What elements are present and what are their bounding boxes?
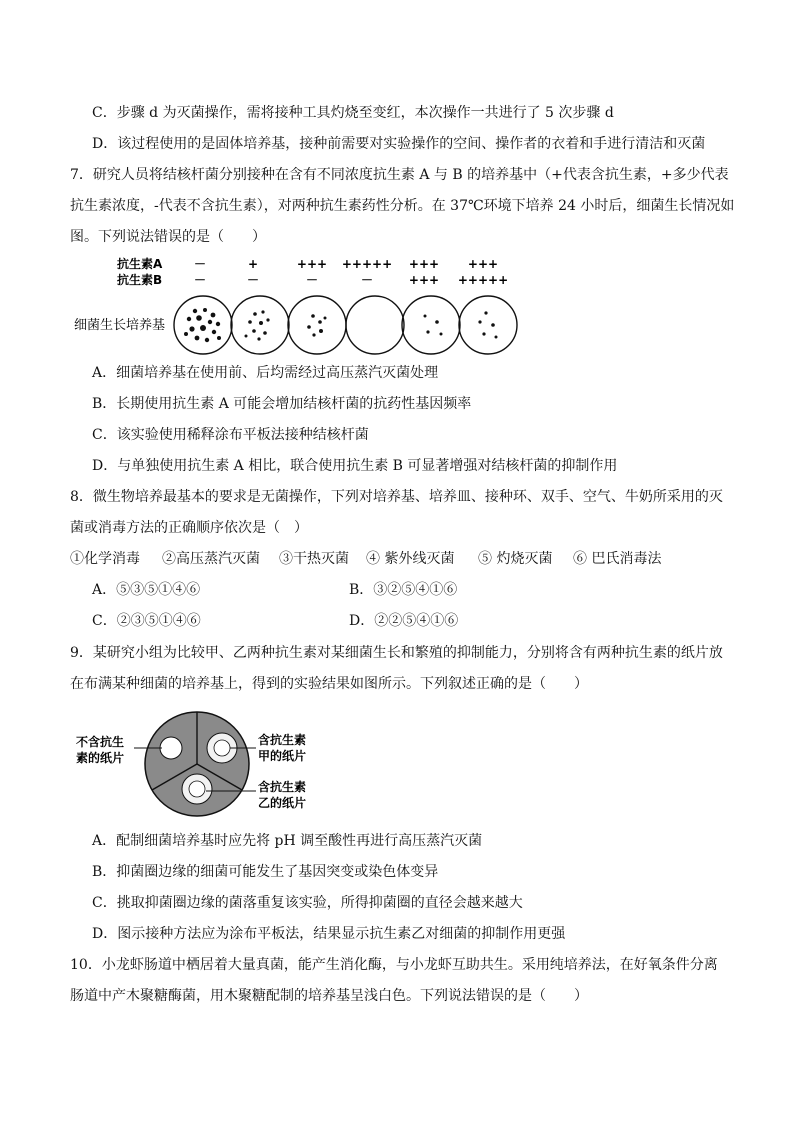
dish3-colonies bbox=[307, 314, 326, 336]
dish3-b-value: － bbox=[305, 273, 319, 287]
antibiotic-a-label: 抗生素A bbox=[117, 257, 163, 271]
dish2-a-value: + bbox=[247, 257, 259, 271]
dish6-a-value: +++ bbox=[467, 257, 499, 271]
q7-stem-line3: 图。下列说法错误的是（ ） bbox=[70, 229, 266, 245]
q8-method-4: ④ 紫外线灭菌 bbox=[366, 551, 455, 567]
q6-option-d: D．该过程使用的是固体培养基，接种前需要对实验操作的空间、操作者的衣着和手进行清洁和灭菌 bbox=[92, 136, 706, 152]
q8-method-5: ⑤ 灼烧灭菌 bbox=[478, 551, 553, 567]
q7-option-a: A．细菌培养基在使用前、后均需经过高压蒸汽灭菌处理 bbox=[92, 365, 439, 381]
q8-stem-line2: 菌或消毒方法的正确顺序依次是（ ） bbox=[70, 520, 308, 536]
label-no-antibiotic-1: 不含抗生 bbox=[76, 735, 125, 749]
dish2-b-value: － bbox=[246, 273, 260, 287]
q9-option-a: A．配制细菌培养基时应先将 pH 调至酸性再进行高压蒸汽灭菌 bbox=[92, 833, 483, 849]
label-jia-2: 甲的纸片 bbox=[258, 749, 307, 763]
dish4-b-value: － bbox=[360, 273, 374, 287]
q8-option-b: B．③②⑤④①⑥ bbox=[349, 582, 458, 598]
q9-option-d: D．图示接种方法应为涂布平板法，结果显示抗生素乙对细菌的抑制作用更强 bbox=[92, 926, 566, 942]
q7-stem-line1: 7．研究人员将结核杆菌分别接种在含有不同浓度抗生素 A 与 B 的培养基中（+代表含抗生素，+多少代表 bbox=[70, 167, 729, 183]
q7-stem-line2: 抗生素浓度，-代表不含抗生素），对两种抗生素药性分析。在 37℃环境下培养 24 小时后，细菌生长情况如 bbox=[70, 198, 735, 214]
dish2-colonies bbox=[245, 310, 270, 340]
dish3-a-value: +++ bbox=[296, 257, 328, 271]
q8-stem-line1: 8．微生物培养最基本的要求是无菌操作，下列对培养基、培养皿、接种环、双手、空气、牛奶所采用的灭 bbox=[70, 489, 723, 505]
q8-method-2: ②高压蒸汽灭菌 bbox=[162, 551, 260, 567]
paper-disc-yi bbox=[189, 781, 205, 797]
dish-row-label: 细菌生长培养基 bbox=[74, 318, 166, 333]
dish5-a-value: +++ bbox=[408, 257, 440, 271]
q8-method-1: ①化学消毒 bbox=[70, 551, 140, 567]
q9-figure bbox=[0, 705, 794, 825]
q9-option-b: B．抑菌圈边缘的细菌可能发生了基因突变或染色体变异 bbox=[92, 864, 439, 880]
antibiotic-b-label: 抗生素B bbox=[117, 273, 163, 287]
label-yi-2: 乙的纸片 bbox=[258, 796, 307, 810]
q10-stem-line1: 10．小龙虾肠道中栖居着大量真菌，能产生消化酶，与小龙虾互助共生。采用纯培养法，在好氧条件分离 bbox=[70, 957, 718, 973]
label-yi-1: 含抗生素 bbox=[258, 780, 307, 794]
dish5-colonies bbox=[424, 315, 443, 336]
petri-dish-2 bbox=[231, 296, 289, 354]
q8-method-3: ③干热灭菌 bbox=[279, 551, 349, 567]
paper-disc-no-antibiotic bbox=[160, 737, 182, 759]
q8-option-a: A．⑤③⑤①④⑥ bbox=[92, 582, 201, 598]
q6-option-c: C．步骤 d 为灭菌操作，需将接种工具灼烧至变红，本次操作一共进行了 5 次步骤 d bbox=[92, 105, 614, 121]
q9-stem-line1: 9．某研究小组为比较甲、乙两种抗生素对某细菌生长和繁殖的抑制能力，分别将含有两种抗生素的纸片放 bbox=[70, 645, 723, 661]
q7-figure bbox=[0, 252, 794, 362]
petri-dish-3 bbox=[288, 296, 346, 354]
dish4-a-value: +++++ bbox=[341, 257, 393, 271]
label-jia-1: 含抗生素 bbox=[258, 733, 307, 747]
q9-option-c: C．挑取抑菌圈边缘的菌落重复该实验，所得抑菌圈的直径会越来越大 bbox=[92, 895, 523, 911]
q7-option-d: D．与单独使用抗生素 A 相比，联合使用抗生素 B 可显著增强对结核杆菌的抑制作用 bbox=[92, 458, 618, 474]
paper-disc-jia bbox=[214, 740, 230, 756]
q10-stem-line2: 肠道中产木聚糖酶菌，用木聚糖配制的培养基呈浅白色。下列说法错误的是（ ） bbox=[70, 988, 588, 1004]
q8-method-6: ⑥ 巴氏消毒法 bbox=[573, 551, 662, 567]
label-no-antibiotic-2: 素的纸片 bbox=[76, 751, 125, 765]
petri-dish-6 bbox=[459, 296, 517, 354]
petri-dish-4 bbox=[346, 296, 404, 354]
dish1-colonies bbox=[184, 308, 221, 342]
q9-stem-line2: 在布满某种细菌的培养基上，得到的实验结果如图所示。下列叙述正确的是（ ） bbox=[70, 676, 588, 692]
dish5-b-value: +++ bbox=[408, 273, 440, 287]
petri-dish-5 bbox=[402, 296, 460, 354]
q8-option-d: D．②②⑤④①⑥ bbox=[349, 613, 459, 629]
dish6-b-value: +++++ bbox=[457, 273, 509, 287]
q7-option-c: C．该实验使用稀释涂布平板法接种结核杆菌 bbox=[92, 427, 369, 443]
dish1-a-value: － bbox=[193, 257, 207, 271]
q7-option-b: B．长期使用抗生素 A 可能会增加结核杆菌的抗药性基因频率 bbox=[92, 396, 472, 412]
dish1-b-value: － bbox=[193, 273, 207, 287]
q8-option-c: C．②③⑤①④⑥ bbox=[92, 613, 201, 629]
dish6-colonies bbox=[478, 311, 497, 338]
